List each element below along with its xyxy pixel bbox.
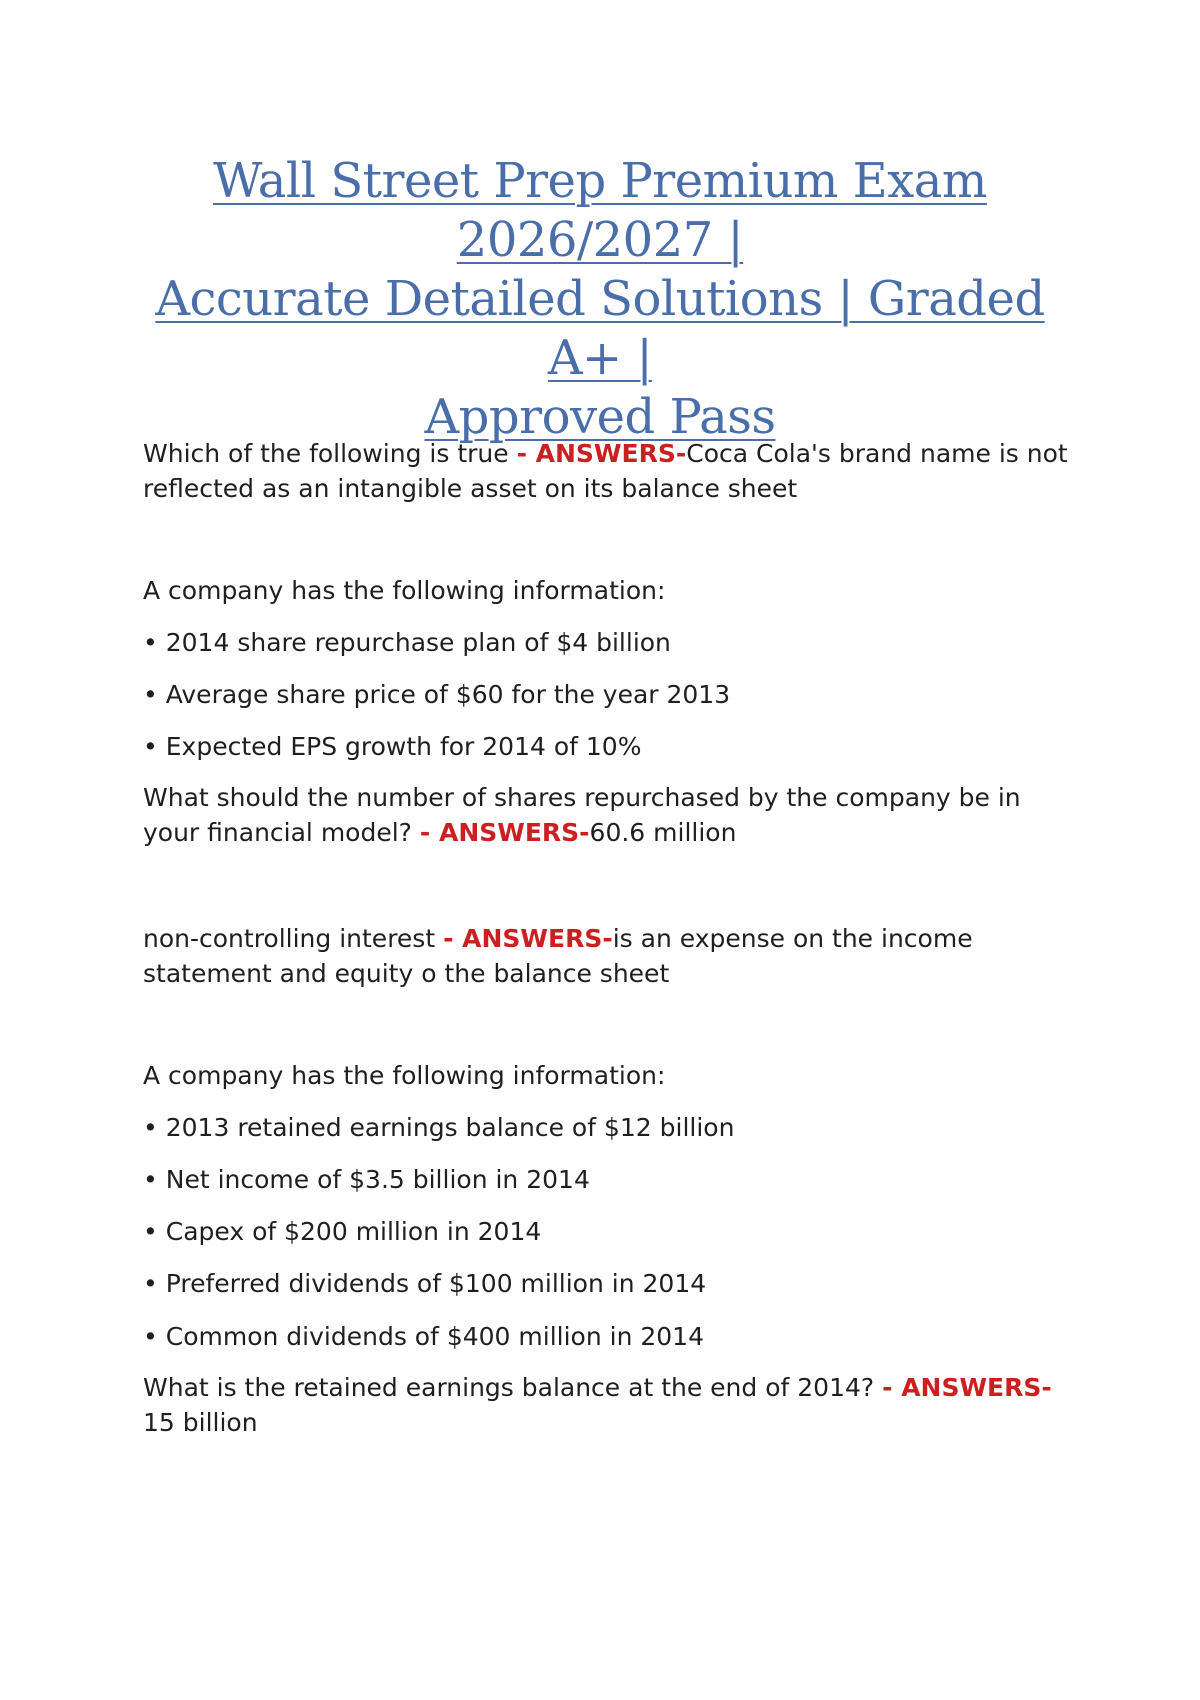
list-item: • Common dividends of $400 million in 2014 bbox=[143, 1322, 704, 1351]
question-text: What should the number of shares repurchased by the company be in your financial model? bbox=[143, 783, 1021, 847]
bullet-icon: • bbox=[143, 628, 158, 657]
bullet-icon: • bbox=[143, 680, 158, 709]
list-item: • 2014 share repurchase plan of $4 billion bbox=[143, 628, 671, 657]
title-line-1[interactable]: Wall Street Prep Premium Exam 2026/2027 | bbox=[213, 153, 987, 268]
bullet-icon: • bbox=[143, 732, 158, 761]
bullet-icon: • bbox=[143, 1165, 158, 1194]
question-text: What is the retained earnings balance at the end of 2014? bbox=[143, 1373, 883, 1402]
bullet-icon: • bbox=[143, 1217, 158, 1246]
list-item: • Preferred dividends of $100 million in 2014 bbox=[143, 1269, 707, 1298]
answer-tag: - ANSWERS- bbox=[443, 924, 613, 953]
title-line-2[interactable]: Accurate Detailed Solutions | Graded A+ | bbox=[155, 271, 1045, 386]
list-item: • Expected EPS growth for 2014 of 10% bbox=[143, 732, 642, 761]
answer-text: Coca Cola's brand name is not reflected as an intangible asset on its balance sheet bbox=[143, 439, 1068, 503]
answer-tag: - ANSWERS- bbox=[419, 818, 590, 847]
question-text: non-controlling interest bbox=[143, 924, 444, 953]
list-item: • 2013 retained earnings balance of $12 billion bbox=[143, 1113, 735, 1142]
list-item: • Capex of $200 million in 2014 bbox=[143, 1217, 542, 1246]
bullet-icon: • bbox=[143, 1113, 158, 1142]
answer-tag: - ANSWERS- bbox=[882, 1373, 1052, 1402]
answer-tag: - ANSWERS- bbox=[516, 439, 687, 468]
document-title[interactable] bbox=[150, 152, 1050, 447]
qa-item-1 bbox=[143, 436, 1073, 506]
q2-intro: A company has the following information: bbox=[143, 576, 666, 605]
bullet-icon: • bbox=[143, 1269, 158, 1298]
answer-text: 60.6 million bbox=[589, 818, 737, 847]
list-item: • Net income of $3.5 billion in 2014 bbox=[143, 1165, 590, 1194]
title-line-3[interactable]: Approved Pass bbox=[424, 389, 776, 445]
qa-item-4 bbox=[143, 1370, 1073, 1440]
question-text: Which of the following is true bbox=[143, 439, 517, 468]
q4-intro: A company has the following information: bbox=[143, 1061, 666, 1090]
answer-text: is an expense on the income statement and equity o the balance sheet bbox=[143, 924, 973, 988]
list-item: • Average share price of $60 for the year 2013 bbox=[143, 680, 731, 709]
answer-text: 15 billion bbox=[143, 1408, 258, 1437]
bullet-icon: • bbox=[143, 1322, 158, 1351]
qa-item-3 bbox=[143, 921, 1073, 991]
qa-item-2 bbox=[143, 780, 1073, 850]
